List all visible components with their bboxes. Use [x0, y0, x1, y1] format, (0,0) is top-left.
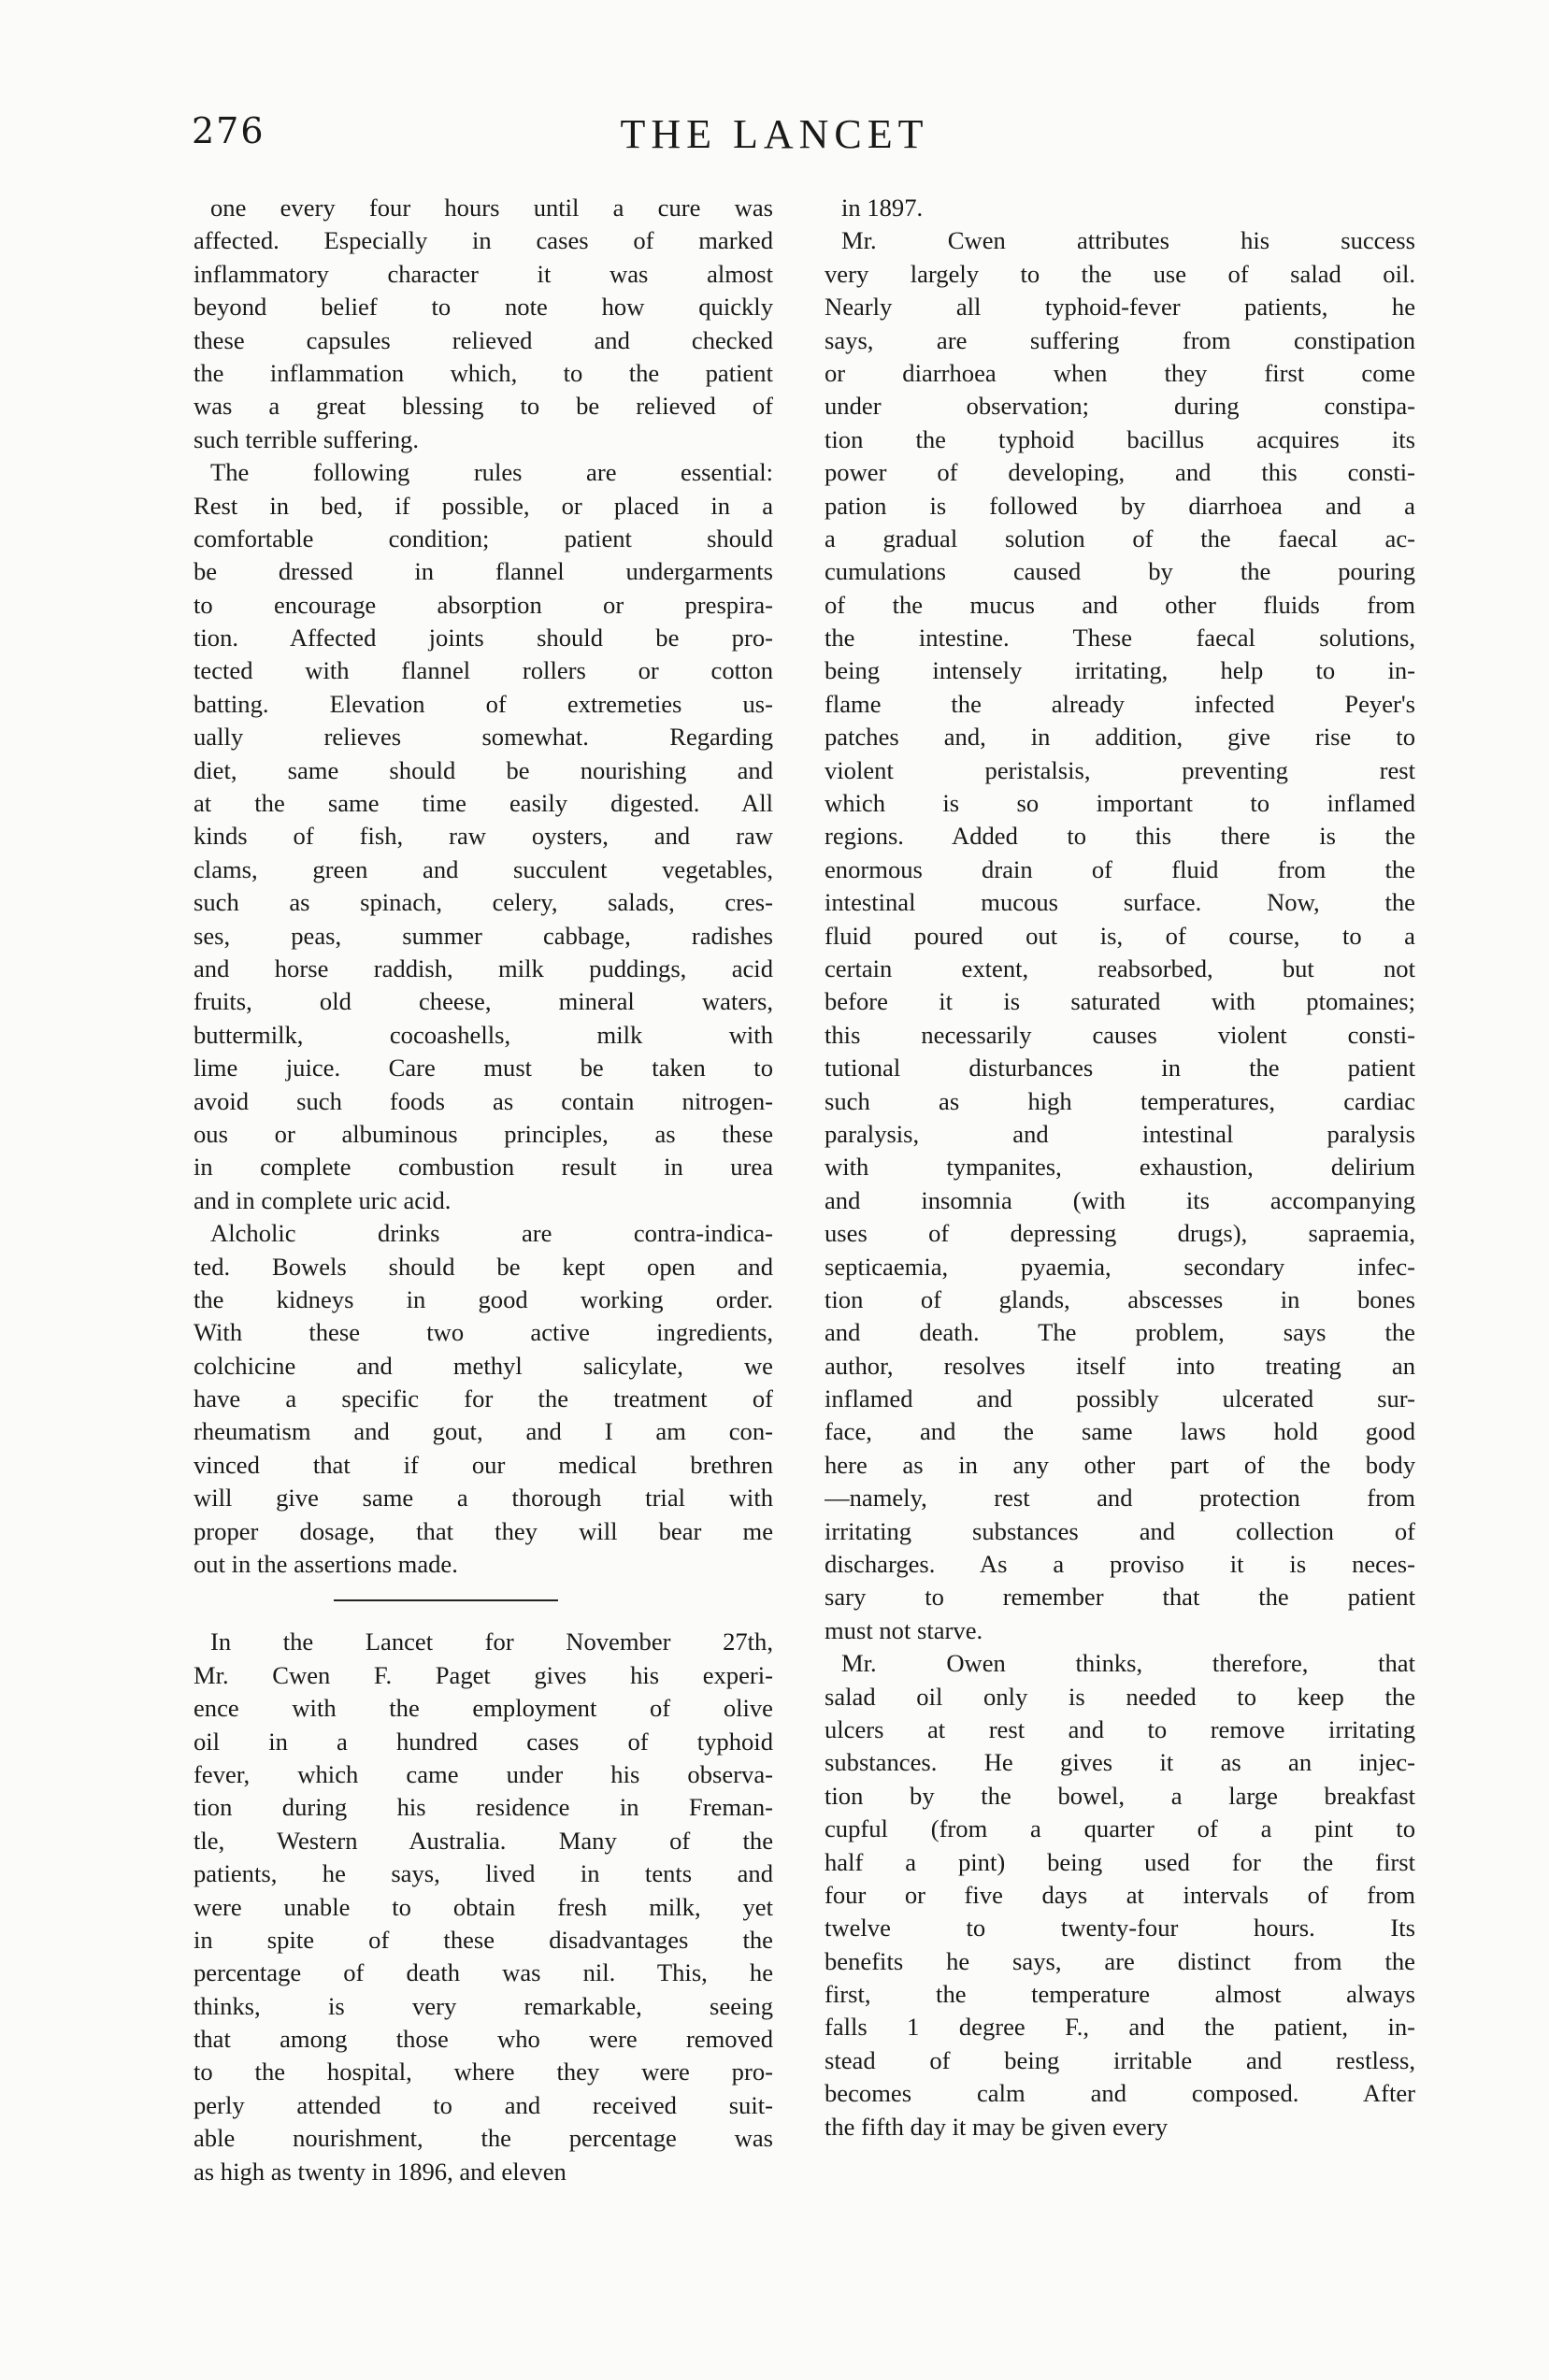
text-line: kinds of fish, raw oysters, and raw — [194, 822, 773, 851]
text-line: have a specific for the treatment of — [194, 1384, 773, 1413]
text-line: able nourishment, the percentage was — [194, 2124, 773, 2153]
text-line: uses of depressing drugs), sapraemia, — [825, 1219, 1415, 1248]
text-line: fever, which came under his observa- — [194, 1759, 773, 1788]
text-line: tion by the bowel, a large breakfast — [825, 1781, 1415, 1810]
text-line: and in complete uric acid. — [194, 1185, 452, 1214]
text-line: ually relieves somewhat. Regarding — [194, 723, 773, 752]
text-line: patches and, in addition, give rise to — [825, 723, 1415, 752]
text-line: must not starve. — [825, 1615, 983, 1644]
text-line: lime juice. Care must be taken to — [194, 1054, 773, 1082]
text-line: one every four hours until a cure was — [210, 194, 773, 222]
text-line: tle, Western Australia. Many of the — [194, 1826, 773, 1855]
page-number: 276 — [192, 110, 265, 151]
text-line: Nearly all typhoid-fever patients, he — [825, 293, 1415, 322]
text-line: affected. Especially in cases of marked — [194, 226, 773, 255]
text-line: and insomnia (with its accompanying — [825, 1185, 1415, 1214]
text-line: the intestine. These faecal solutions, — [825, 624, 1415, 652]
text-line: under observation; during constipa- — [825, 392, 1415, 421]
text-line: oil in a hundred cases of typhoid — [194, 1727, 773, 1756]
text-line: with tympanites, exhaustion, delirium — [825, 1153, 1415, 1182]
text-line: clams, green and succulent vegetables, — [194, 854, 773, 883]
text-line: inflammatory character it was almost — [194, 259, 773, 288]
text-line: be dressed in flannel undergarments — [194, 557, 773, 586]
text-line: falls 1 degree F., and the patient, in- — [825, 2013, 1415, 2042]
text-line: will give same a thorough trial with — [194, 1484, 773, 1513]
text-line: or diarrhoea when they first come — [825, 358, 1415, 387]
text-line: were unable to obtain fresh milk, yet — [194, 1892, 773, 1921]
text-line: ence with the employment of olive — [194, 1694, 773, 1723]
text-line: face, and the same laws hold good — [825, 1417, 1415, 1446]
text-line: enormous drain of fluid from the — [825, 854, 1415, 883]
text-line: ted. Bowels should be kept open and — [194, 1252, 773, 1281]
text-line: flame the already infected Peyer's — [825, 689, 1415, 718]
text-line: certain extent, reabsorbed, but not — [825, 953, 1415, 982]
text-line: that among those who were removed — [194, 2025, 773, 2054]
text-line: inflamed and possibly ulcerated sur- — [825, 1384, 1415, 1413]
text-line: stead of being irritable and restless, — [825, 2045, 1415, 2074]
text-line: tion during his residence in Freman- — [194, 1793, 773, 1822]
text-line: rheumatism and gout, and I am con- — [194, 1417, 773, 1446]
text-line: the inflammation which, to the patient — [194, 358, 773, 387]
text-line: in spite of these disadvantages the — [194, 1925, 773, 1954]
text-line: before it is saturated with ptomaines; — [825, 987, 1415, 1016]
text-line: Mr. Owen thinks, therefore, that — [841, 1649, 1415, 1678]
text-line: in 1897. — [841, 194, 924, 222]
text-line: tion of glands, abscesses in bones — [825, 1284, 1415, 1313]
running-title: THE LANCET — [620, 111, 929, 157]
text-line: —namely, rest and protection from — [825, 1484, 1415, 1513]
text-line: patients, he says, lived in tents and — [194, 1859, 773, 1888]
text-line: these capsules relieved and checked — [194, 325, 773, 354]
text-line: half a pint) being used for the first — [825, 1847, 1415, 1876]
text-line: being intensely irritating, help to in- — [825, 656, 1415, 685]
paragraph — [194, 1626, 773, 2188]
right-column — [825, 192, 1415, 2143]
text-line: this necessarily causes violent consti- — [825, 1020, 1415, 1049]
text-line: such terrible suffering. — [194, 424, 419, 453]
text-line: batting. Elevation of extremeties us- — [194, 689, 773, 718]
text-line: beyond belief to note how quickly — [194, 293, 773, 322]
text-line: twelve to twenty-four hours. Its — [825, 1914, 1415, 1943]
text-line: at the same time easily digested. All — [194, 789, 773, 818]
text-line: Alcholic drinks are contra-indica- — [210, 1219, 773, 1248]
text-line: Mr. Cwen attributes his success — [841, 226, 1415, 255]
text-line: was a great blessing to be relieved of — [194, 392, 773, 421]
text-line: violent peristalsis, preventing rest — [825, 755, 1415, 784]
text-line: very largely to the use of salad oil. — [825, 259, 1415, 288]
text-line: in complete combustion result in urea — [194, 1153, 773, 1182]
text-line: cupful (from a quarter of a pint to — [825, 1814, 1415, 1843]
paragraph — [825, 224, 1415, 1647]
text-line: such as spinach, celery, salads, cres- — [194, 888, 773, 917]
text-line: first, the temperature almost always — [825, 1980, 1415, 2009]
text-line: four or five days at intervals of from — [825, 1880, 1415, 1909]
text-line: ous or albuminous principles, as these — [194, 1119, 773, 1148]
text-line: substances. He gives it as an injec- — [825, 1748, 1415, 1777]
text-line: salad oil only is needed to keep the — [825, 1682, 1415, 1711]
text-line: perly attended to and received suit- — [194, 2090, 773, 2119]
paragraph — [194, 1217, 773, 1581]
paragraph — [825, 192, 1415, 224]
text-line: benefits he says, are distinct from the — [825, 1946, 1415, 1975]
text-line: and death. The problem, says the — [825, 1318, 1415, 1347]
text-line: fruits, old cheese, mineral waters, — [194, 987, 773, 1016]
text-line: intestinal mucous surface. Now, the — [825, 888, 1415, 917]
text-line: percentage of death was nil. This, he — [194, 1958, 773, 1987]
text-line: of the mucus and other fluids from — [825, 590, 1415, 619]
text-line: tutional disturbances in the patient — [825, 1054, 1415, 1082]
text-line: Mr. Cwen F. Paget gives his experi- — [194, 1660, 773, 1689]
text-line: tion the typhoid bacillus acquires its — [825, 424, 1415, 453]
text-line: fluid poured out is, of course, to a — [825, 921, 1415, 950]
text-line: septicaemia, pyaemia, secondary infec- — [825, 1252, 1415, 1281]
text-line: diet, same should be nourishing and — [194, 755, 773, 784]
text-line: author, resolves itself into treating an — [825, 1351, 1415, 1380]
text-line: The following rules are essential: — [210, 458, 773, 487]
text-line: thinks, is very remarkable, seeing — [194, 1991, 773, 2020]
text-line: as high as twenty in 1896, and eleven — [194, 2157, 567, 2186]
text-line: ses, peas, summer cabbage, radishes — [194, 921, 773, 950]
text-line: In the Lancet for November 27th, — [210, 1627, 773, 1656]
text-line: a gradual solution of the faecal ac- — [825, 523, 1415, 552]
paragraph — [825, 1647, 1415, 2143]
text-line: power of developing, and this consti- — [825, 458, 1415, 487]
text-line: irritating substances and collection of — [825, 1516, 1415, 1545]
paragraph — [194, 192, 773, 456]
text-line: here as in any other part of the body — [825, 1450, 1415, 1479]
text-line: regions. Added to this there is the — [825, 822, 1415, 851]
left-column — [194, 192, 773, 2188]
text-line: and horse raddish, milk puddings, acid — [194, 953, 773, 982]
text-line: proper dosage, that they will bear me — [194, 1516, 773, 1545]
text-line: to the hospital, where they were pro- — [194, 2057, 773, 2086]
text-line: to encourage absorption or prespira- — [194, 590, 773, 619]
text-line: vinced that if our medical brethren — [194, 1450, 773, 1479]
text-line: avoid such foods as contain nitrogen- — [194, 1086, 773, 1115]
text-line: buttermilk, cocoashells, milk with — [194, 1020, 773, 1049]
text-line: which is so important to inflamed — [825, 789, 1415, 818]
text-line: becomes calm and composed. After — [825, 2079, 1415, 2108]
text-line: such as high temperatures, cardiac — [825, 1086, 1415, 1115]
text-line: discharges. As a proviso it is neces- — [825, 1550, 1415, 1579]
text-line: the kidneys in good working order. — [194, 1284, 773, 1313]
text-line: comfortable condition; patient should — [194, 523, 773, 552]
text-line: out in the assertions made. — [194, 1550, 458, 1579]
text-line: tion. Affected joints should be pro- — [194, 624, 773, 652]
section-divider — [334, 1599, 558, 1601]
text-line: tected with flannel rollers or cotton — [194, 656, 773, 685]
text-line: paralysis, and intestinal paralysis — [825, 1119, 1415, 1148]
text-line: says, are suffering from constipation — [825, 325, 1415, 354]
text-line: pation is followed by diarrhoea and a — [825, 491, 1415, 520]
text-line: ulcers at rest and to remove irritating — [825, 1714, 1415, 1743]
paragraph — [194, 456, 773, 1217]
text-line: Rest in bed, if possible, or placed in a — [194, 491, 773, 520]
text-line: cumulations caused by the pouring — [825, 557, 1415, 586]
text-line: With these two active ingredients, — [194, 1318, 773, 1347]
page-header — [0, 110, 1549, 166]
text-line: colchicine and methyl salicylate, we — [194, 1351, 773, 1380]
text-line: sary to remember that the patient — [825, 1583, 1415, 1612]
text-line: the fifth day it may be given every — [825, 2112, 1169, 2141]
